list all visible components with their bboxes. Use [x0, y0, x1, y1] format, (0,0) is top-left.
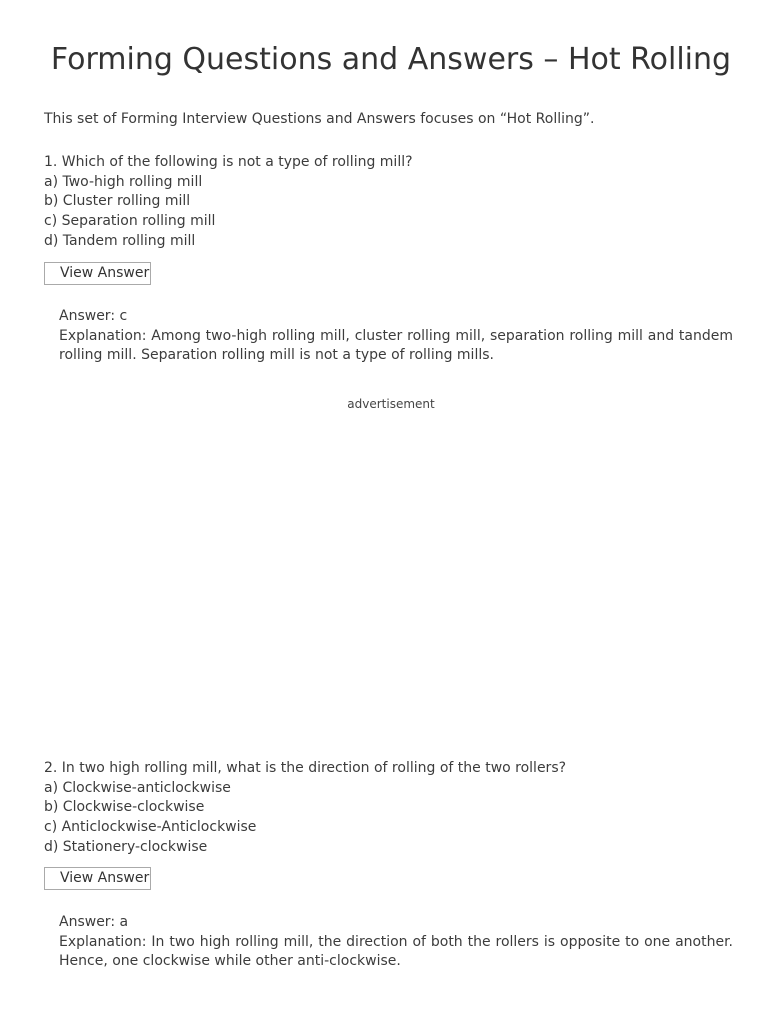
explanation-1: Explanation: Among two-high rolling mill, cluster rolling mill, separation rolling mill and tandem rolling mill. Separation rolling mill is not a type of rolling mills.: [59, 327, 733, 363]
explanation-2: Explanation: In two high rolling mill, the direction of both the rollers is opposite to one another. Hence, one clockwise while other anti-clockwise.: [59, 933, 733, 969]
answer-1: Answer: c: [59, 308, 128, 324]
view-answer-button-1[interactable]: View Answer: [44, 262, 151, 285]
question-2-option-b: b) Clockwise-clockwise: [44, 799, 205, 816]
advertisement-label: advertisement: [347, 397, 435, 411]
question-2-option-c: c) Anticlockwise-Anticlockwise: [44, 819, 257, 836]
question-2: [44, 759, 566, 858]
question-2-option-d: d) Stationery-clockwise: [44, 838, 208, 855]
question-1-option-d: d) Tandem rolling mill: [44, 232, 196, 249]
answer-block-2: [59, 913, 733, 972]
question-1-text: 1. Which of the following is not a type of rolling mill?: [44, 154, 413, 170]
answer-2: Answer: a: [59, 914, 129, 930]
view-answer-button-2[interactable]: View Answer: [44, 867, 151, 890]
answer-block-1: [59, 307, 733, 366]
question-1-option-a: a) Two-high rolling mill: [44, 173, 203, 190]
question-2-text: 2. In two high rolling mill, what is the direction of rolling of the two rollers?: [44, 760, 567, 776]
question-1-option-b: b) Cluster rolling mill: [44, 193, 191, 210]
page-title: Forming Questions and Answers – Hot Rolling: [50, 42, 732, 77]
question-1-option-c: c) Separation rolling mill: [44, 213, 216, 230]
intro-text: This set of Forming Interview Questions and Answers focuses on “Hot Rolling”.: [44, 111, 595, 127]
question-2-option-a: a) Clockwise-anticlockwise: [44, 779, 231, 796]
question-1: [44, 153, 413, 252]
